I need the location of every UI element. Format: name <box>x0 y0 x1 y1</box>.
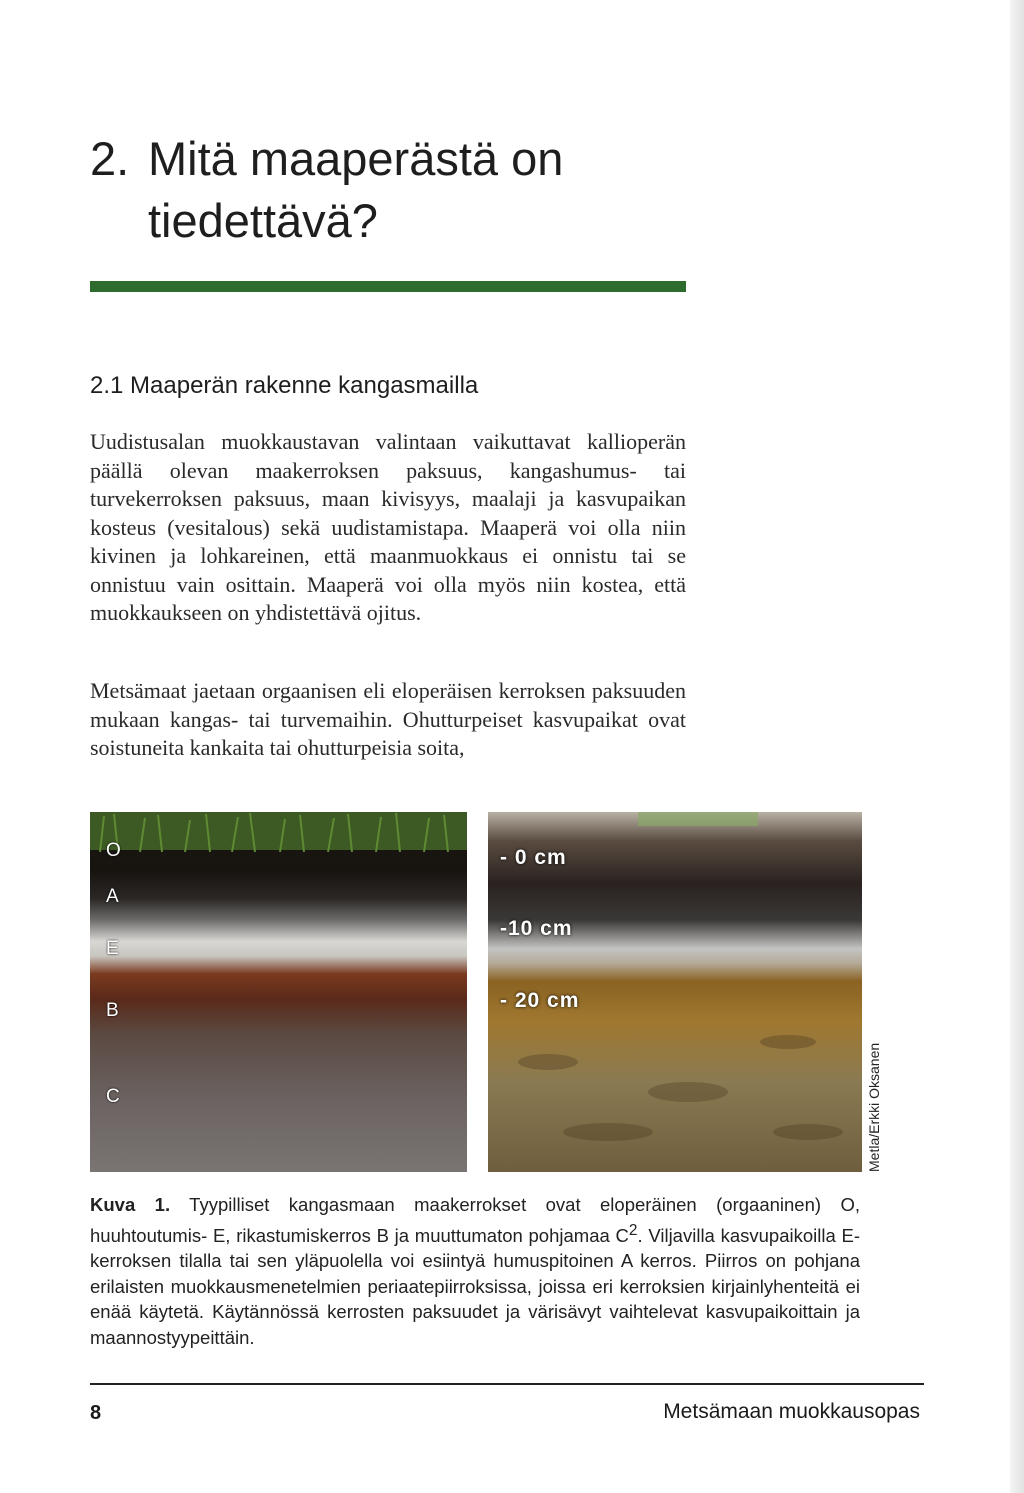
photo-credit: Metla/Erkki Oksanen <box>866 1042 882 1172</box>
footer-divider <box>90 1383 924 1385</box>
soil-profile-photo <box>488 812 862 1172</box>
page-edge-shadow <box>1010 0 1024 1493</box>
book-title: Metsämaan muokkausopas <box>663 1400 920 1423</box>
body-paragraph-1: Uudistusalan muokkaustavan valintaan vaikuttavat kallioperän päällä olevan maakerroksen paksuus, kangashumus- tai turvekerroksen paksuus, maan kivisyys, maalaji ja kasvupaikan kosteus (vesitalous) sekä uudistamistapa. Maaperä voi olla niin kivinen ja lohkareinen, että maanmuokkaus ei onnistu tai se onnistuu vain osittain. Maaperä voi olla myös niin kostea, että muokkaukseen on yhdistettävä ojitus. <box>90 429 686 625</box>
horizon-label-a: A <box>106 886 119 907</box>
depth-label-0cm: - 0 cm <box>500 846 567 869</box>
caption-superscript: 2 <box>628 1221 638 1239</box>
chapter-number: 2. <box>90 132 130 185</box>
body-paragraph-2: Metsämaat jaetaan orgaanisen eli eloperäisen kerroksen paksuuden mukaan kangas- tai turvemaihin. Ohutturpeiset kasvupaikat ovat soistuneita kankaita tai ohutturpeisia soita, <box>90 678 686 760</box>
depth-label-10cm: -10 cm <box>500 917 573 940</box>
chapter-title-line2: tiedettävä? <box>148 194 378 247</box>
depth-label-20cm: - 20 cm <box>500 989 580 1012</box>
horizon-label-c: C <box>106 1086 120 1107</box>
horizon-label-o: O <box>106 840 121 861</box>
horizon-label-b: B <box>106 1000 119 1021</box>
page-number: 8 <box>90 1402 102 1424</box>
green-divider <box>90 281 686 292</box>
caption-label: Kuva 1. <box>90 1194 171 1215</box>
caption-text-1: Tyypilliset kangasmaan maakerrokset ovat eloperäinen (orgaaninen) O, huuhtoutumis- E, rikastumiskerros B ja muuttumaton pohjamaa C <box>90 1194 860 1246</box>
soil-profile-illustration <box>90 812 467 1172</box>
figure-caption <box>90 1192 860 1350</box>
horizon-label-e: E <box>106 938 119 959</box>
section-heading: 2.1 Maaperän rakenne kangasmailla <box>90 372 479 399</box>
caption-text-2: . Viljavilla kasvupaikoilla E-kerroksen tilalla tai sen yläpuolella voi esiintyä humuspitoinen A kerros. Piirros on pohjana erilaisten muokkausmenetelmien periaatepiirroksissa, joissa eri kerroksien kirjainlyhenteitä ei enää käytetä. Käytännössä kerrosten paksuudet ja värisävyt vaihtelevat kasvupaikoittain ja maannostyypeittäin. <box>90 1224 860 1348</box>
soil-profile-graphic <box>90 812 467 1172</box>
chapter-title <box>90 128 710 252</box>
chapter-title-line1: Mitä maaperästä on <box>148 132 564 185</box>
